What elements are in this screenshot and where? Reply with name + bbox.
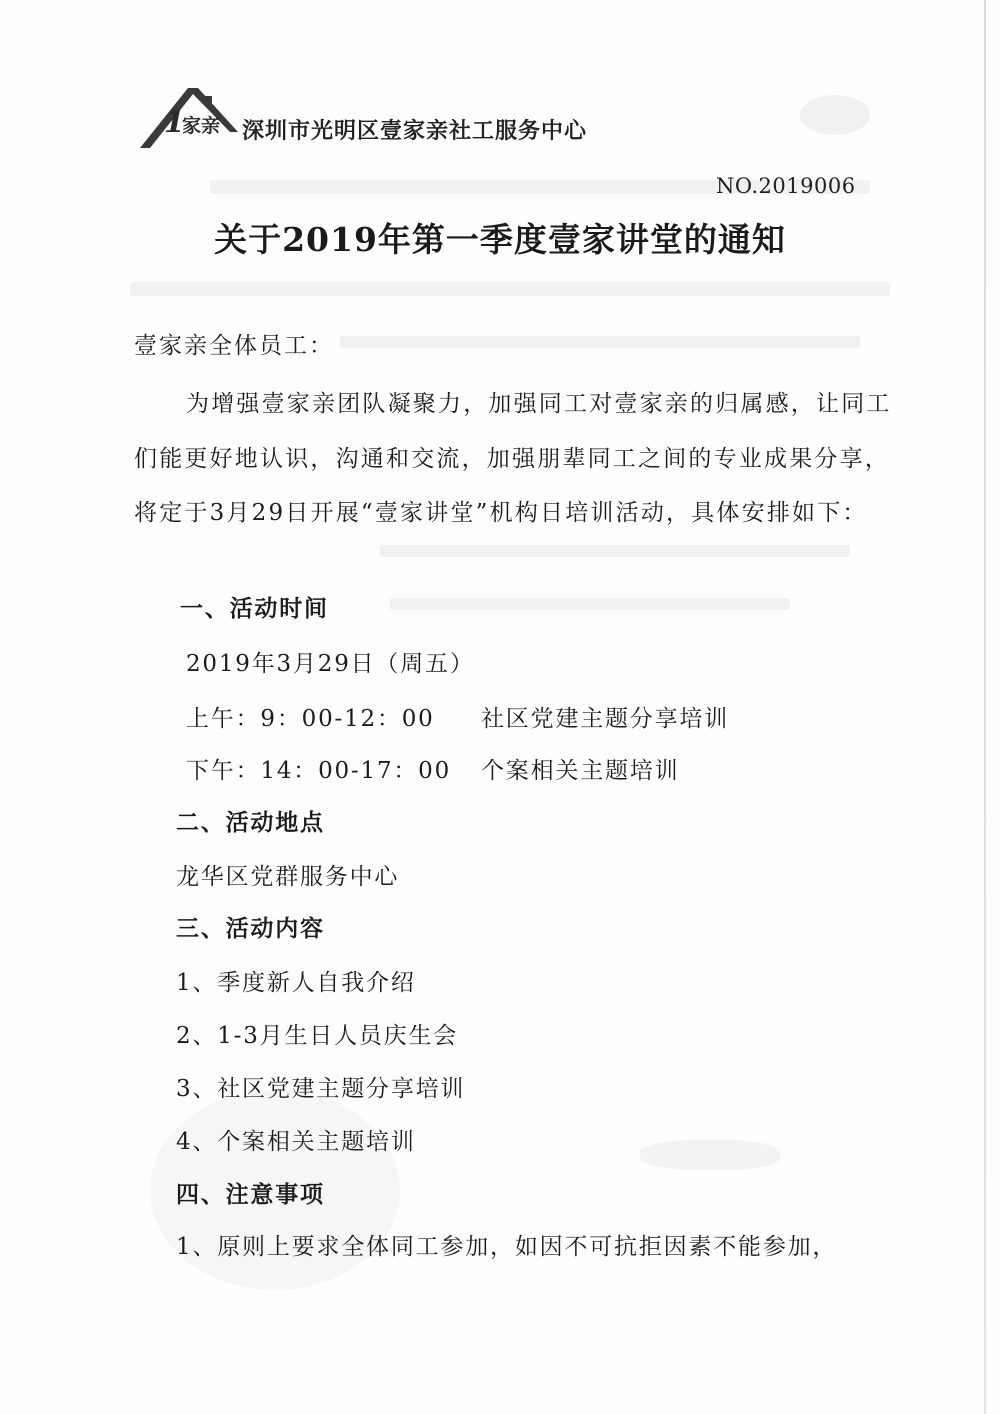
- activity-date: 2019年3月29日（周五）: [186, 651, 475, 677]
- content-item: 2、1-3月生日人员庆生会: [176, 1023, 459, 1049]
- scan-edge: [984, 0, 986, 1414]
- section-heading-time: 一、活动时间: [180, 595, 329, 622]
- content-item: 3、社区党建主题分享培训: [176, 1076, 466, 1102]
- slot-topic: 个案相关主题培训: [481, 758, 680, 784]
- activity-place: 龙华区党群服务中心: [176, 864, 400, 890]
- svg-text:1: 1: [164, 105, 185, 140]
- letterhead: [138, 80, 738, 160]
- document-number: NO.2019006: [716, 174, 856, 198]
- schedule-slot-afternoon: [186, 752, 679, 785]
- bleed-through-mark: [380, 545, 850, 557]
- notes-item: 1、原则上要求全体同工参加，如因不可抗拒因素不能参加，: [176, 1234, 838, 1260]
- content-item: 1、季度新人自我介绍: [176, 970, 416, 996]
- content-item: 4、个案相关主题培训: [176, 1129, 416, 1155]
- bleed-through-mark: [800, 95, 870, 135]
- salutation: 壹家亲全体员工：: [134, 333, 334, 359]
- bleed-through-mark: [130, 282, 890, 296]
- schedule-slot-morning: [186, 700, 729, 733]
- bleed-through-signature: [640, 1140, 780, 1170]
- bleed-through-mark: [340, 336, 860, 348]
- section-heading-content: 三、活动内容: [176, 915, 325, 942]
- slot-time: 上午：9：00-12：00: [186, 706, 435, 732]
- notice-title: 关于2019年第一季度壹家讲堂的通知: [214, 220, 786, 259]
- organization-name: 深圳市光明区壹家亲社工服务中心: [242, 118, 588, 144]
- slot-topic: 社区党建主题分享培训: [481, 706, 729, 732]
- slot-time: 下午：14：00-17：00: [186, 758, 452, 784]
- intro-paragraph: 为增强壹家亲团队凝聚力，加强同工对壹家亲的归属感，让同工们能更好地认识，沟通和交流，加强朋辈同工之间的专业成果分享，将定于3月29日开展“壹家讲堂”机构日培训活动，具体安排如下：: [134, 391, 892, 526]
- house-logo-icon: [138, 80, 240, 152]
- svg-text:家亲: 家亲: [182, 115, 221, 137]
- section-heading-notes: 四、注意事项: [176, 1181, 325, 1208]
- section-heading-place: 二、活动地点: [176, 809, 325, 836]
- bleed-through-mark: [390, 598, 790, 610]
